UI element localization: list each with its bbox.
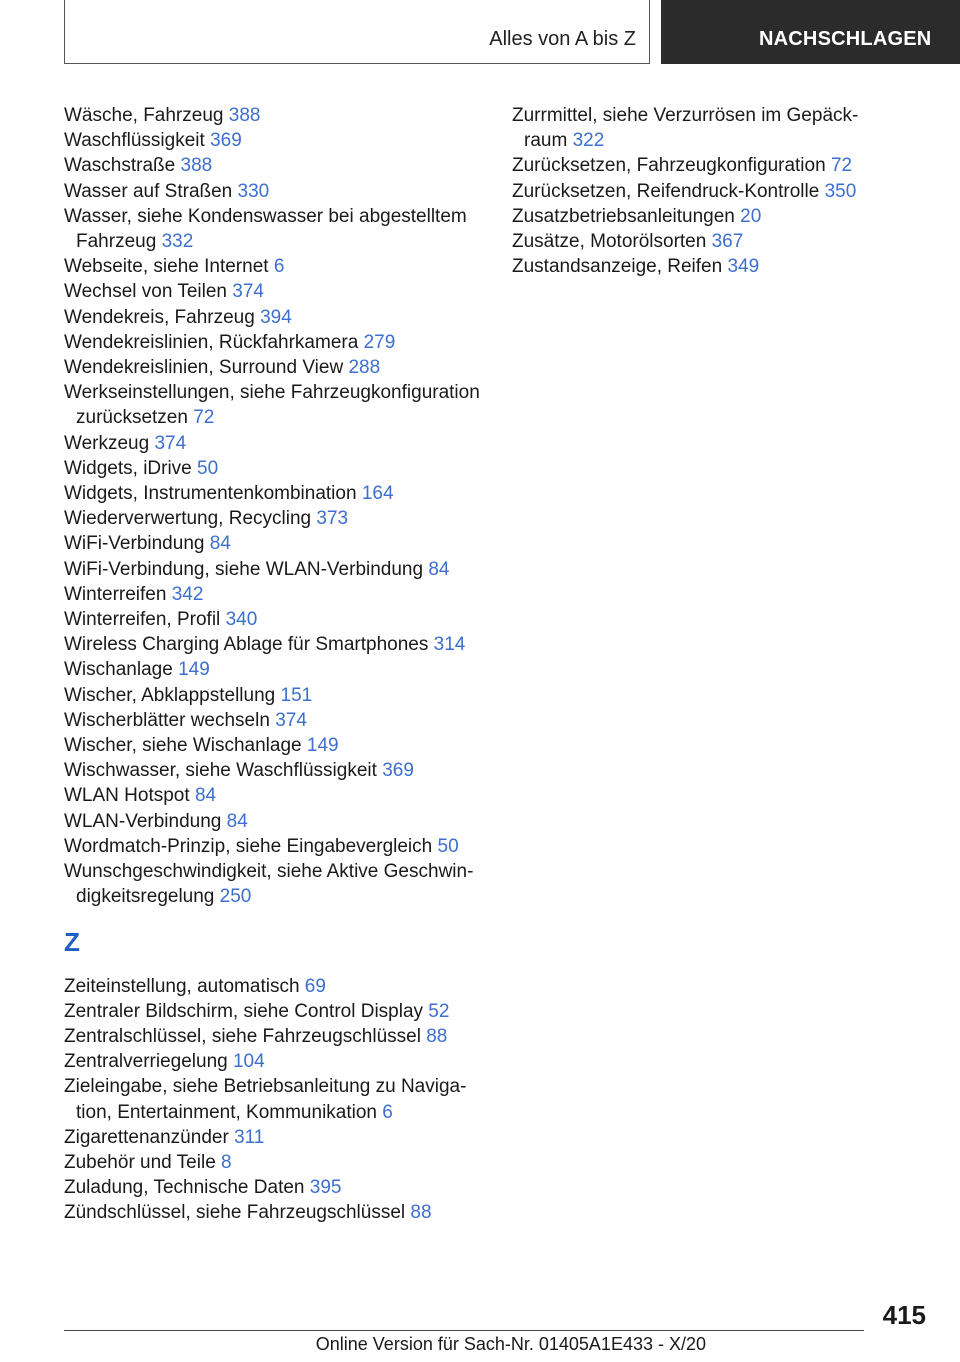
index-entry-page-link[interactable]: 84 [194, 785, 217, 807]
index-entry-page-link[interactable]: 164 [361, 483, 394, 505]
index-entry [512, 204, 892, 229]
index-entry-term: Zustandsanzeige, Reifen [512, 256, 723, 278]
index-entry-term: Zuladung, Technische Daten [64, 1177, 305, 1199]
index-entry [64, 557, 484, 582]
index-entry [64, 456, 484, 481]
index-entry [64, 431, 484, 456]
index-entry-page-link[interactable]: 50 [437, 835, 459, 857]
index-entry-page-link[interactable]: 349 [727, 256, 760, 278]
index-entry [512, 153, 892, 178]
index-entry [64, 1200, 484, 1225]
index-entry [64, 254, 484, 279]
index-entry [512, 229, 892, 254]
header-chapter-tab: NACHSCHLAGEN [661, 0, 960, 64]
index-list-w [64, 103, 484, 910]
index-entry-term: Wireless Charging Ablage für Smartphones [64, 634, 429, 656]
index-entry-term: Wischwasser, siehe Waschflüssigkeit [64, 760, 377, 782]
index-entry [64, 153, 484, 178]
index-entry-page-link[interactable]: 84 [226, 810, 248, 832]
index-entry-term: Wunschgeschwindigkeit, siehe Aktive Geschwindigkeitsregelung [64, 861, 474, 908]
index-entry-page-link[interactable]: 374 [275, 709, 307, 731]
index-entry-term: Wiederverwertung, Recycling [64, 508, 312, 530]
index-entry-page-link[interactable]: 388 [228, 105, 261, 126]
index-entry-page-link[interactable]: 369 [210, 130, 242, 152]
index-entry-page-link[interactable]: 84 [209, 533, 231, 555]
index-entry-term: Zurücksetzen, Fahrzeugkonfiguration [512, 155, 826, 177]
index-entry-term: Wischanlage [64, 659, 173, 681]
index-entry-page-link[interactable]: 250 [219, 886, 252, 908]
index-entry [64, 1125, 484, 1150]
index-entry-page-link[interactable]: 350 [824, 180, 857, 202]
index-entry [64, 103, 484, 128]
index-entry-page-link[interactable]: 330 [237, 180, 270, 202]
index-entry-page-link[interactable]: 104 [232, 1051, 265, 1073]
index-entry [64, 481, 484, 506]
index-entry-term: Wasser auf Straßen [64, 180, 233, 202]
index-entry [64, 859, 484, 909]
index-entry-page-link[interactable]: 367 [711, 231, 744, 253]
index-entry [64, 607, 484, 632]
index-entry-page-link[interactable]: 332 [161, 231, 194, 253]
index-entry-term: WLAN Hotspot [64, 785, 190, 807]
index-column-left [64, 103, 484, 1226]
index-entry [64, 1150, 484, 1175]
index-entry-page-link[interactable]: 340 [225, 609, 258, 631]
index-entry [64, 1024, 484, 1049]
index-entry-term: Wischer, siehe Wischanlage [64, 735, 302, 757]
index-entry-term: Waschstraße [64, 155, 176, 177]
index-entry-term: WLAN-Verbindung [64, 810, 222, 832]
index-entry-term: Wischerblätter wechseln [64, 709, 270, 731]
index-entry-term: Zeiteinstellung, automatisch [64, 975, 300, 997]
index-entry-page-link[interactable]: 374 [154, 432, 187, 454]
index-entry [64, 1049, 484, 1074]
index-entry [64, 809, 484, 834]
index-entry [512, 179, 892, 204]
index-entry [64, 783, 484, 808]
index-entry [64, 632, 484, 657]
index-entry [64, 355, 484, 380]
index-entry [64, 128, 484, 153]
index-entry-page-link[interactable]: 88 [410, 1202, 432, 1224]
index-entry [64, 834, 484, 859]
index-entry-page-link[interactable]: 151 [280, 684, 313, 706]
index-entry-term: Zubehör und Teile [64, 1151, 216, 1173]
index-entry-term: WiFi-Verbindung [64, 533, 205, 555]
index-entry [64, 531, 484, 556]
index-entry [64, 506, 484, 531]
index-entry [64, 758, 484, 783]
section-heading-z: Z [64, 926, 80, 957]
index-entry [512, 103, 892, 153]
index-entry [64, 330, 484, 355]
index-entry-page-link[interactable]: 20 [740, 205, 762, 227]
index-entry-term: Zurücksetzen, Reifendruck-Kontrolle [512, 180, 820, 202]
index-entry-page-link[interactable]: 314 [433, 634, 466, 656]
index-entry [64, 708, 484, 733]
index-entry [64, 179, 484, 204]
index-entry-page-link[interactable]: 388 [180, 155, 213, 177]
index-entry-term: Zündschlüssel, siehe Fahrzeugschlüssel [64, 1202, 406, 1224]
index-entry [64, 279, 484, 304]
index-entry-term: Wordmatch-Prinzip, siehe Eingabevergleich [64, 835, 433, 857]
index-entry-term: Zieleingabe, siehe Betriebsanleitung zu Navigation, Entertainment, Kommunikation [64, 1076, 467, 1123]
index-entry-page-link[interactable]: 52 [428, 1000, 450, 1022]
index-entry-page-link[interactable]: 279 [363, 331, 396, 353]
page-number: 415 [882, 1300, 926, 1330]
header-section-title: Alles von A bis Z [489, 28, 636, 50]
index-entry-term: Zusatzbetriebsanleitungen [512, 205, 735, 227]
index-entry-term: Winterreifen, Profil [64, 609, 221, 631]
index-entry-page-link[interactable]: 84 [428, 558, 450, 580]
index-entry [64, 733, 484, 758]
index-entry-term: Wechsel von Teilen [64, 281, 228, 303]
index-entry-term: Wendekreis, Fahrzeug [64, 306, 255, 328]
index-entry [64, 1175, 484, 1200]
index-entry [64, 380, 484, 430]
index-entry [64, 204, 484, 254]
index-entry-page-link[interactable]: 6 [273, 256, 285, 278]
footer-version-text: Online Version für Sach-Nr. 01405A1E433 - X/20 [315, 1334, 706, 1354]
index-entry-term: Zentraler Bildschirm, siehe Control Display [64, 1000, 424, 1022]
index-entry-term: Wendekreislinien, Rückfahrkamera [64, 331, 359, 353]
index-list-z [64, 974, 484, 1226]
index-entry-term: Wischer, Abklappstellung [64, 684, 276, 706]
index-entry-term: Werkseinstellungen, siehe Fahrzeugkonfiguration zurücksetzen [64, 382, 480, 429]
index-entry-page-link[interactable]: 311 [234, 1126, 265, 1148]
index-entry-page-link[interactable]: 342 [171, 583, 204, 605]
index-entry [64, 582, 484, 607]
index-entry-page-link[interactable]: 322 [572, 130, 605, 152]
index-entry-page-link[interactable]: 373 [316, 508, 349, 530]
index-entry-term: Wendekreislinien, Surround View [64, 357, 344, 379]
index-entry-term: WiFi-Verbindung, siehe WLAN-Verbindung [64, 558, 424, 580]
index-entry [64, 1074, 484, 1124]
index-entry [64, 974, 484, 999]
index-entry-page-link[interactable]: 369 [382, 760, 414, 782]
index-entry-page-link[interactable]: 395 [309, 1177, 342, 1199]
index-entry [64, 683, 484, 708]
index-entry-page-link[interactable]: 69 [304, 975, 326, 997]
index-entry-page-link[interactable]: 394 [260, 306, 292, 328]
index-entry-page-link[interactable]: 6 [382, 1101, 393, 1123]
index-entry-term: Wäsche, Fahrzeug [64, 105, 224, 126]
index-entry-term: Webseite, siehe Internet [64, 256, 269, 278]
index-entry [64, 999, 484, 1024]
index-entry-term: Werkzeug [64, 432, 150, 454]
index-entry-term: Zurrmittel, siehe Verzurrösen im Gepäckraum [512, 105, 859, 152]
index-entry-term: Wasser, siehe Kondenswasser bei abgestelltem Fahrzeug [64, 205, 467, 253]
index-entry-term: Zusätze, Motorölsorten [512, 231, 707, 253]
index-entry-term: Waschflüssigkeit [64, 130, 205, 152]
index-entry-page-link[interactable]: 149 [178, 659, 210, 681]
index-column-right [512, 103, 892, 279]
index-entry [64, 305, 484, 330]
index-list-z-continued [512, 103, 892, 279]
index-entry [512, 254, 892, 279]
index-entry-term: Zentralschlüssel, siehe Fahrzeugschlüssel [64, 1025, 421, 1047]
index-entry-page-link[interactable]: 8 [221, 1151, 232, 1173]
index-entry-term: Zigarettenanzünder [64, 1126, 229, 1148]
index-entry-term: Winterreifen [64, 583, 167, 605]
index-entry-page-link[interactable]: 88 [426, 1025, 448, 1047]
index-entry [64, 657, 484, 682]
index-entry-page-link[interactable]: 149 [306, 735, 339, 757]
index-entry-page-link[interactable]: 72 [193, 407, 215, 429]
index-entry-term: Zentralverriegelung [64, 1051, 228, 1073]
index-entry-term: Widgets, Instrumentenkombination [64, 483, 357, 505]
index-entry-page-link[interactable]: 72 [830, 155, 853, 177]
index-entry-page-link[interactable]: 374 [232, 281, 264, 303]
index-entry-term: Widgets, iDrive [64, 457, 192, 479]
footer-divider [64, 1330, 864, 1331]
index-entry-page-link[interactable]: 288 [348, 357, 381, 379]
index-entry-page-link[interactable]: 50 [197, 457, 219, 479]
